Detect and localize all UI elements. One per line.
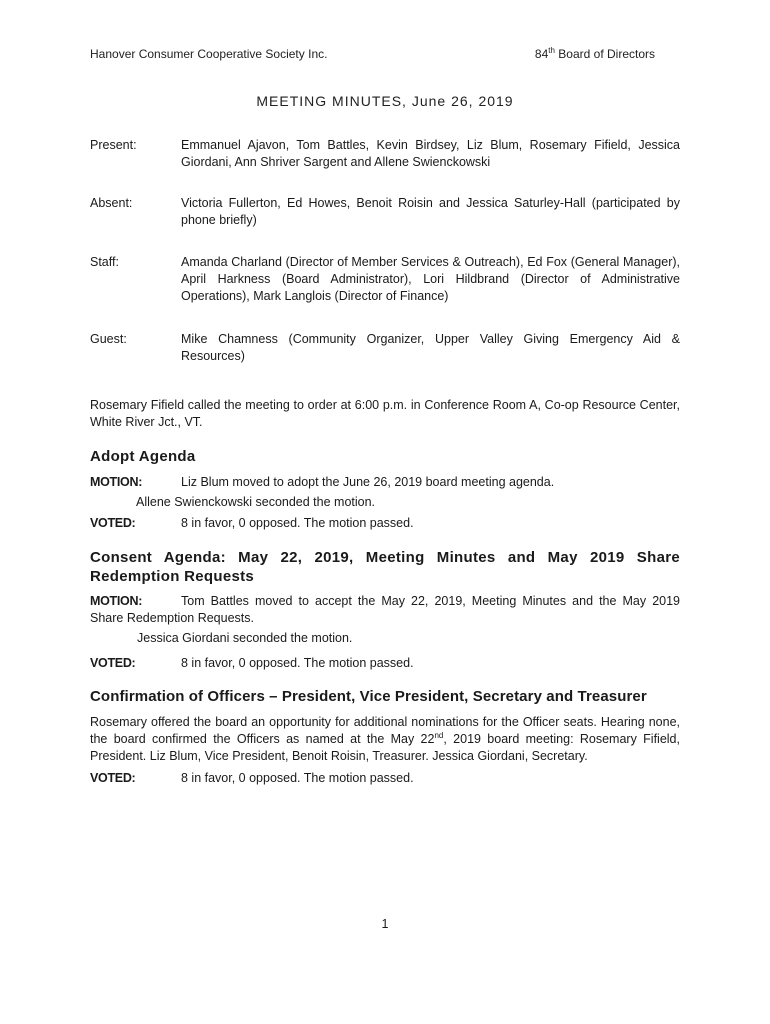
header-board xyxy=(535,47,655,61)
voted-label: VOTED: xyxy=(90,656,136,670)
header-board-text: Board of Directors xyxy=(554,47,655,61)
officers-text-part1: Rosemary offered the board an opportunity for additional nominations for the Officer seats. Hearing none, the board confirmed the Officers as named at the May 22 xyxy=(90,715,680,746)
page-number: 1 xyxy=(381,917,389,931)
adopt-agenda-motion xyxy=(90,474,680,491)
page-title: MEETING MINUTES, June 26, 2019 xyxy=(256,93,514,109)
officers-text-suffix: nd xyxy=(434,730,444,740)
present-value: Emmanuel Ajavon, Tom Battles, Kevin Birdsey, Liz Blum, Rosemary Fifield, Jessica Giordani, Ann Shriver Sargent and Allene Swienckowski xyxy=(181,138,680,169)
voted-label: VOTED: xyxy=(90,516,136,530)
consent-agenda-motion xyxy=(90,593,680,627)
voted-text: 8 in favor, 0 opposed. The motion passed. xyxy=(181,771,414,785)
voted-text: 8 in favor, 0 opposed. The motion passed. xyxy=(181,516,414,530)
header-organization: Hanover Consumer Cooperative Society Inc. xyxy=(90,47,328,61)
motion-label: MOTION: xyxy=(90,594,143,608)
consent-agenda-heading: Consent Agenda: May 22, 2019, Meeting Minutes and May 2019 Share Redemption Requests xyxy=(90,549,680,585)
absent-value: Victoria Fullerton, Ed Howes, Benoit Roisin and Jessica Saturley-Hall (participated by phone briefly) xyxy=(181,196,680,227)
officers-text xyxy=(90,714,680,765)
motion-label: MOTION: xyxy=(90,475,143,489)
guest-label: Guest: xyxy=(90,332,127,346)
present-row xyxy=(90,137,680,171)
staff-label: Staff: xyxy=(90,255,119,269)
adopt-agenda-second: Allene Swienckowski seconded the motion. xyxy=(136,495,376,509)
voted-text: 8 in favor, 0 opposed. The motion passed. xyxy=(181,656,414,670)
consent-agenda-voted xyxy=(90,655,680,672)
absent-label: Absent: xyxy=(90,196,133,210)
motion-text: Tom Battles moved to accept the May 22, 2019, Meeting Minutes and the May 2019 Share Redemption Requests. xyxy=(90,594,680,625)
adopt-agenda-heading: Adopt Agenda xyxy=(90,448,196,465)
call-to-order: Rosemary Fifield called the meeting to order at 6:00 p.m. in Conference Room A, Co-op Resource Center, White River Jct., VT. xyxy=(90,398,680,429)
absent-row xyxy=(90,195,680,229)
staff-value: Amanda Charland (Director of Member Services & Outreach), Ed Fox (General Manager), April Harkness (Board Administrator), Lori Hildbrand (Director of Administrative Operations), Mark Langlois (Director of Finance) xyxy=(181,255,680,303)
guest-value: Mike Chamness (Community Organizer, Upper Valley Giving Emergency Aid & Resources) xyxy=(181,332,680,363)
present-label: Present: xyxy=(90,138,137,152)
officers-heading: Confirmation of Officers – President, Vice President, Secretary and Treasurer xyxy=(90,688,647,705)
guest-row xyxy=(90,331,680,365)
staff-row xyxy=(90,254,680,305)
officers-text-part2: , 2019 board meeting: Rosemary Fifield, President. Liz Blum, Vice President, Benoit Roisin, Treasurer. Jessica Giordani, Secretary. xyxy=(90,732,680,763)
motion-text: Liz Blum moved to adopt the June 26, 2019 board meeting agenda. xyxy=(181,475,555,489)
voted-label: VOTED: xyxy=(90,771,136,785)
consent-agenda-second: Jessica Giordani seconded the motion. xyxy=(137,631,353,645)
officers-voted xyxy=(90,770,680,787)
header-board-number: 84 xyxy=(534,47,549,61)
header-board-suffix: th xyxy=(548,46,555,55)
adopt-agenda-voted xyxy=(90,515,680,532)
